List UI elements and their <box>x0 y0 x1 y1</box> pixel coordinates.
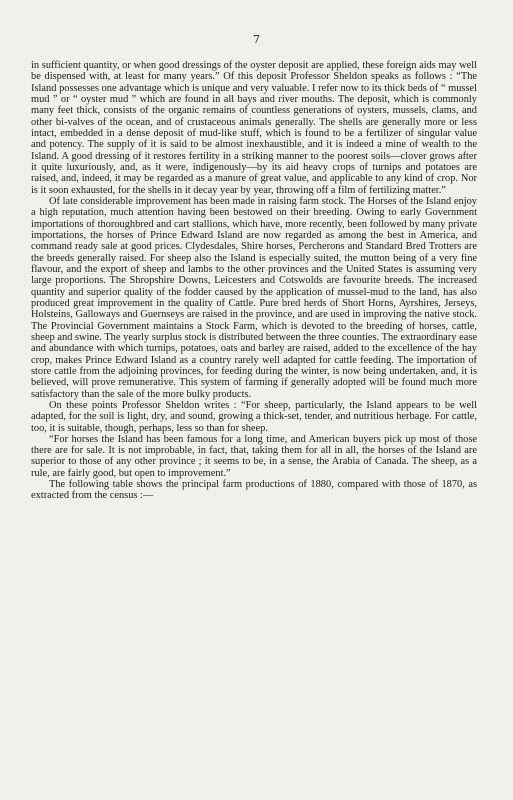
paragraph-horses: “For horses the Island has been famous for a long time, and American buyers pick up most of those there are for sale. It is not improbable, in fact, that, taking them for all in all, the horses of the Island are superior to those of any other province ; it seems to be, in a sense, the Arabia of Canada. The sheep, as a rule, are fairly good, but open to improvement.” <box>31 433 477 479</box>
paragraph-farm-stock: Of late considerable improvement has been made in raising farm stock. The Horses of the Island enjoy a high reputation, much attention having been bestowed on their breeding. Owing to early Government importations of thoroughbred and cart stallions, which have, more recently, been followed by many private importations, the horses of Prince Edward Island are now regarded as among the best in America, and command ready sale at good prices. Clydesdales, Shire horses, Percherons and Standard Bred Trotters are the breeds generally raised. For sheep also the Island is especially suited, the mutton being of a very fine flavour, and the export of sheep and lambs to the other provinces and the United States is assuming very large proportions. The Shropshire Downs, Leicesters and Cotswolds are favourite breeds. The increased quantity and superior quality of the fodder caused by the application of mussel-mud to the land, has also produced great improvement in the quality of Cattle. Pure bred herds of Short Horns, Ayrshires, Jerseys, Holsteins, Galloways and Guernseys are raised in the province, and are used in improving the native stock. The Provincial Government maintains a Stock Farm, which is devoted to the breeding of horses, cattle, sheep and swine. The yearly surplus stock is distributed between the three counties. The extraordinary ease and abundance with which turnips, potatoes, oats and barley are raised, added to the excellence of the hay crop, makes Prince Edward Island as a country rarely well adapted for cattle feeding. The importation of store cattle from the adjoining provinces, for feeding during the winter, is now being undertaken, and, it is believed, will prove remunerative. This system of farming if generally adopted will be found much more satisfactory than the sale of the more bulky products. <box>31 195 477 400</box>
paragraph-mussel-mud: in sufficient quantity, or when good dressings of the oyster deposit are applied, these foreign aids may well be dispensed with, at least for many years.” Of this deposit Professor Sheldon speaks as follows : “The Island possesses one advantage which is unique and very valuable. I refer now to its thick beds of “ mussel mud ” or “ oyster mud ” which are found in all bays and river mouths. The deposit, which is commonly many feet thick, consists of the organic remains of countless generations of oysters, mussels, clams, and other bi-valves of the ocean, and of crustaceous animals generally. The shells are generally more or less intact, embedded in a dense deposit of mud-like stuff, which is found to be a fertilizer of singular value and potency. The supply of it is said to be almost inexhaustible, and it is indeed a mine of wealth to the Island. A good dressing of it restores fertility in a striking manner to the poorest soils—clover grows after it quite luxuriously, and, as it were, indigenously—by its aid heavy crops of turnips and potatoes are raised, and, indeed, it may be regarded as a manure of great value, and applicable to any kind of crop. Nor is it soon exhausted, for the shells in it decay year by year, throwing off a film of fertilizing matter.” <box>31 60 477 196</box>
paragraph-sheldon-sheep-cattle: On these points Professor Sheldon writes : “For sheep, particularly, the Island appears to be well adapted, for the soil is light, dry, and sound, growing a thick-set, tender, and nutritious herbage. For cattle, too, it is suitable, though, perhaps, less so than for sheep. <box>31 399 477 434</box>
paragraph-table-intro: The following table shows the principal farm productions of 1880, compared with those of 1870, as extracted from the census :— <box>31 479 477 502</box>
page-number: 7 <box>253 33 260 46</box>
body-text <box>31 60 477 502</box>
